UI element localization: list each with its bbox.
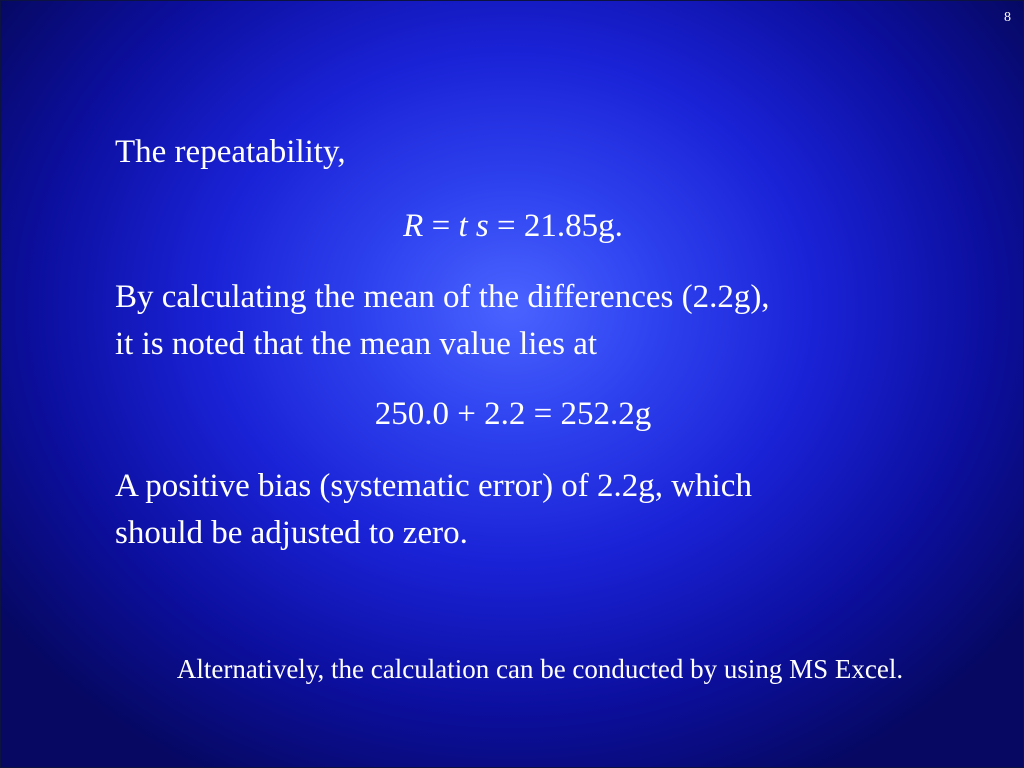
mean-equation: 250.0 + 2.2 = 252.2g — [374, 396, 652, 432]
formula-space — [468, 208, 476, 244]
repeatability-heading: The repeatability, — [115, 134, 346, 170]
repeatability-value: 21.85g. — [523, 208, 623, 244]
page-number: 8 — [1004, 10, 1011, 25]
equals-sign: = — [423, 208, 459, 244]
bias-paragraph-line-2: should be adjusted to zero. — [115, 515, 468, 551]
excel-footnote: Alternatively, the calculation can be conducted by using MS Excel. — [176, 654, 904, 684]
mean-paragraph-line-1: By calculating the mean of the differences (2.2g), — [115, 279, 770, 315]
s-symbol: s — [475, 208, 489, 244]
repeatability-formula — [1, 207, 1024, 245]
equals-sign: = — [488, 208, 524, 244]
r-symbol: R — [403, 208, 424, 244]
mean-paragraph-line-2: it is noted that the mean value lies at — [115, 326, 598, 362]
t-symbol: t — [458, 208, 468, 244]
bias-paragraph-line-1: A positive bias (systematic error) of 2.2g, which — [115, 468, 752, 504]
